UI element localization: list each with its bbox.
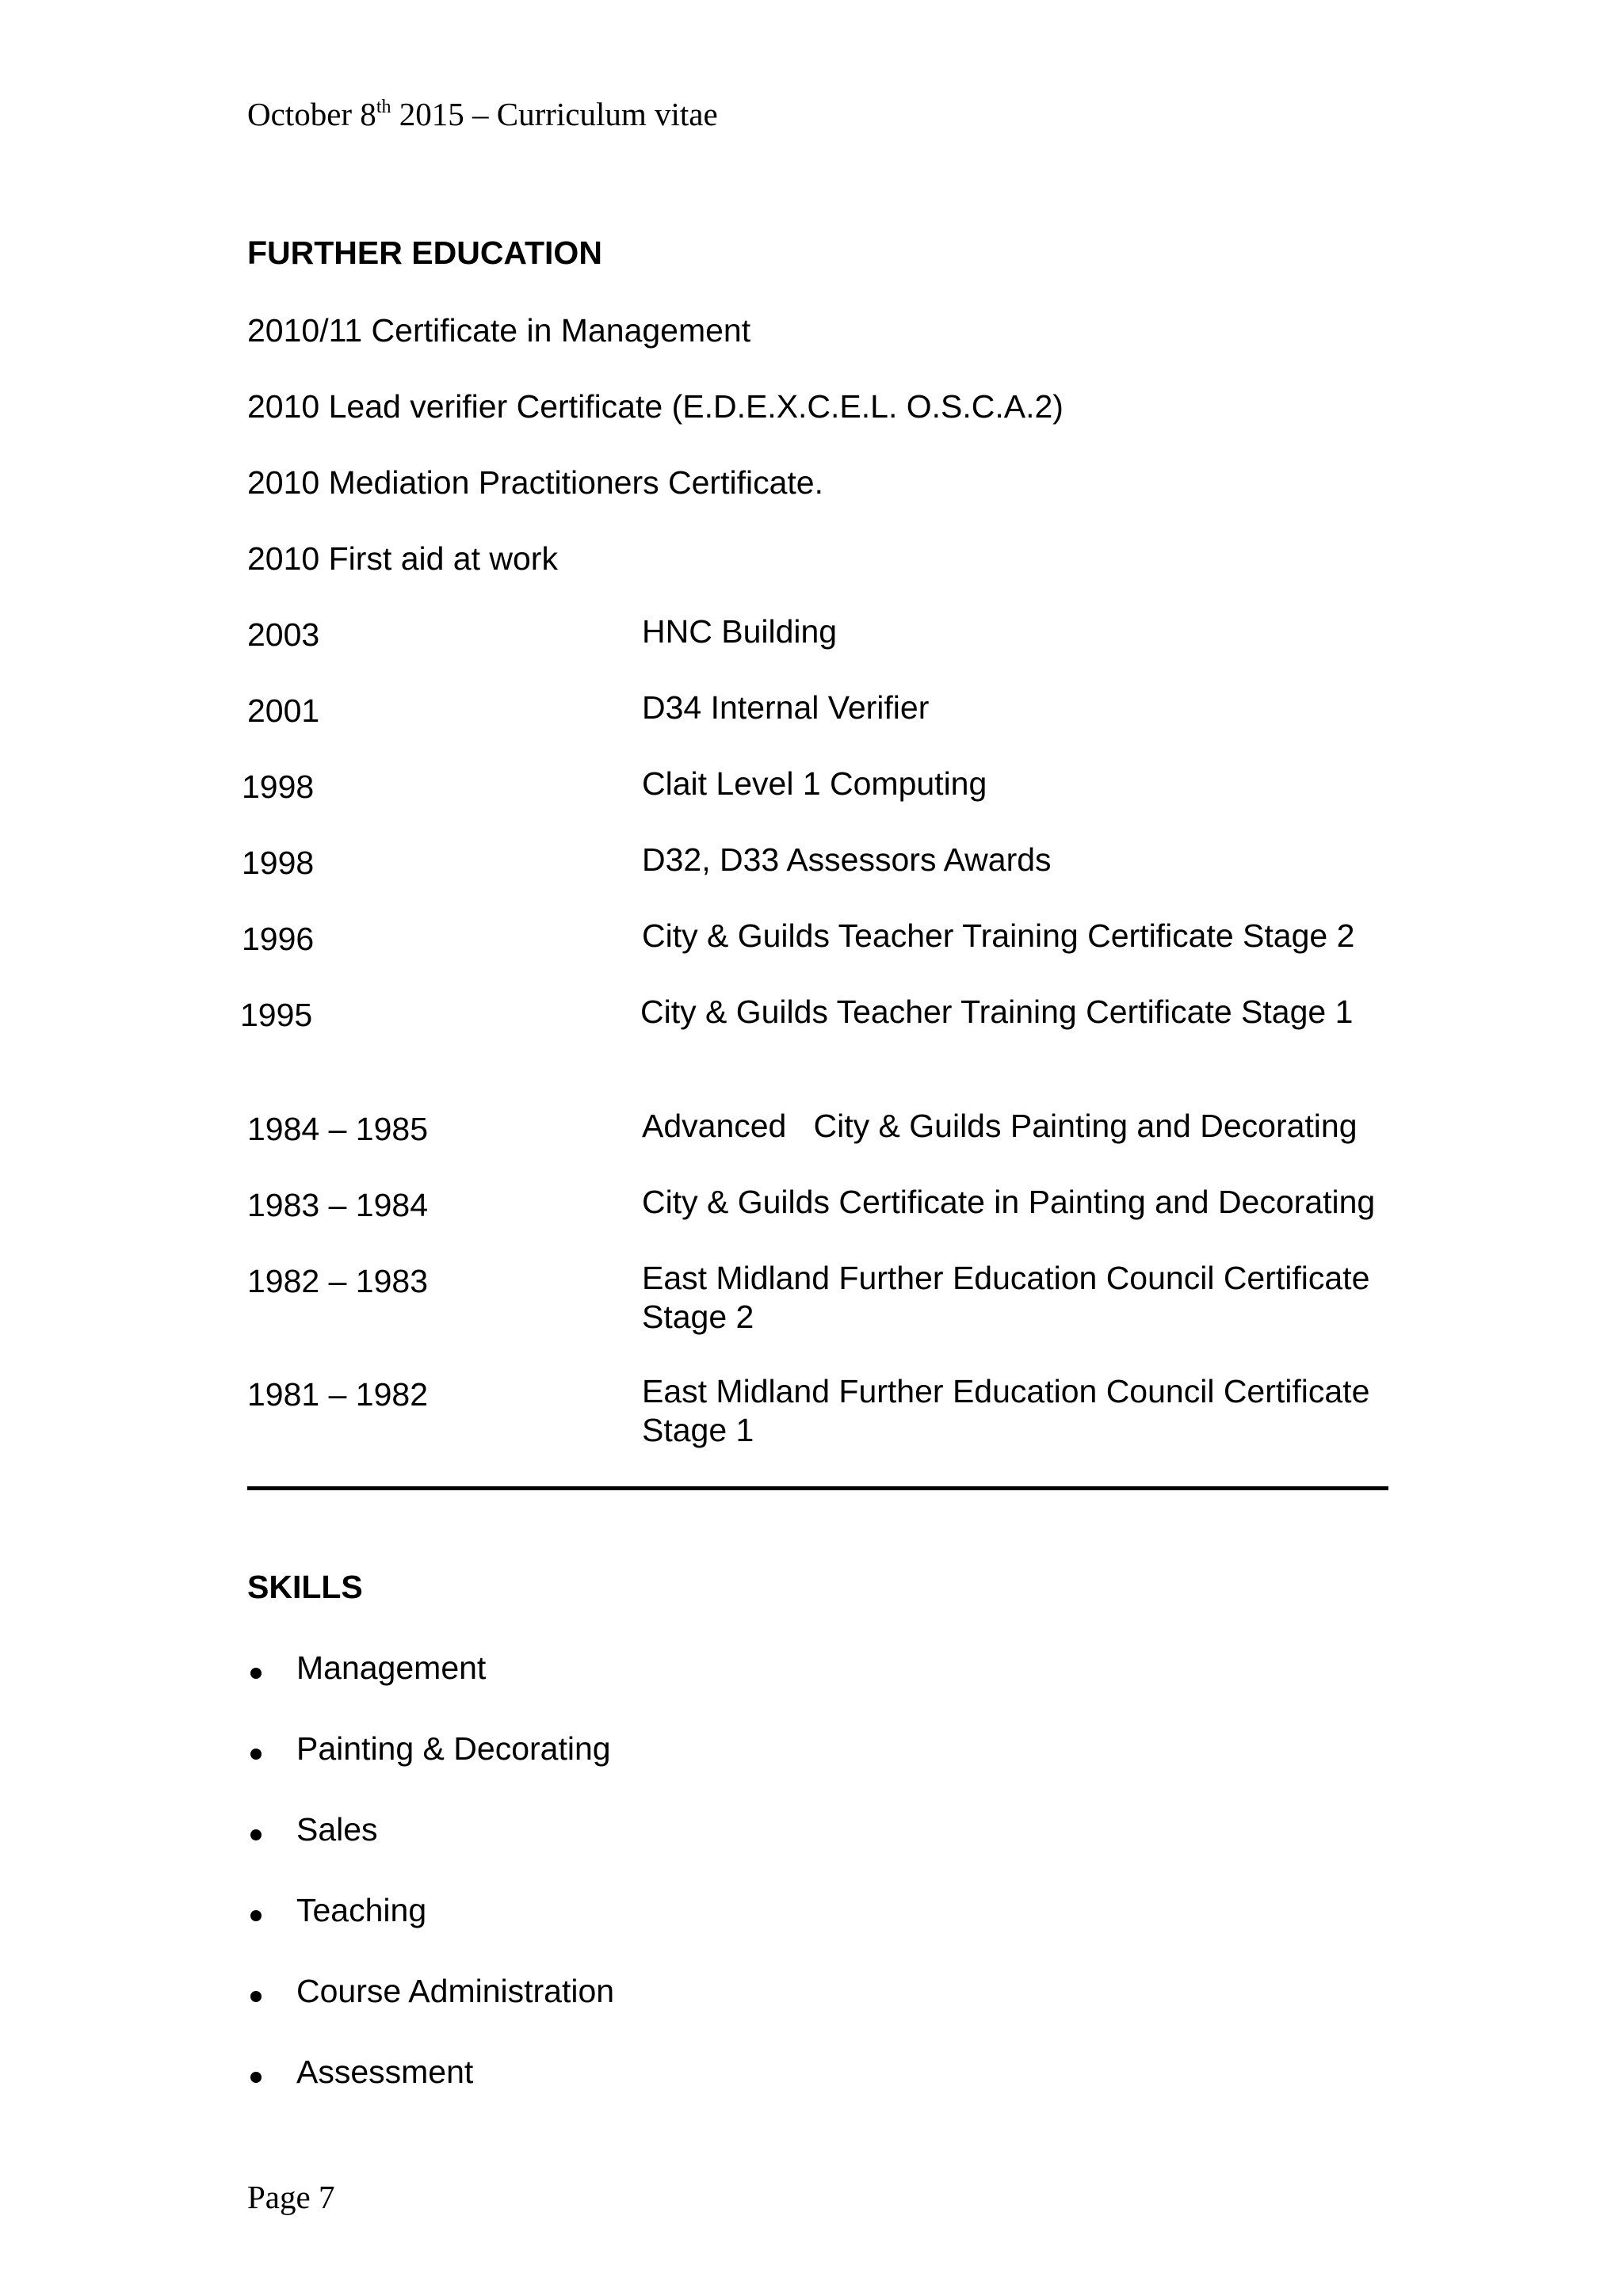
skill-item: Assessment (296, 2054, 474, 2090)
education-year: 1995 (240, 997, 313, 1033)
header-date: October 8 (247, 96, 376, 132)
education-year: 1996 (242, 921, 315, 957)
education-year: 1984 – 1985 (247, 1111, 429, 1147)
bullet-icon (250, 1749, 262, 1760)
skill-item: Teaching (296, 1892, 427, 1928)
section-divider (247, 1486, 1388, 1490)
education-qualification: D32, D33 Assessors Awards (642, 841, 1052, 878)
education-qualification: City & Guilds Teacher Training Certificate Stage 1 (640, 994, 1354, 1030)
education-qualification: East Midland Further Education Council Certificate (642, 1260, 1370, 1296)
further-education-heading: FURTHER EDUCATION (247, 235, 602, 271)
skill-item: Course Administration (296, 1973, 615, 2009)
education-qualification-continued: Stage 1 (642, 1412, 754, 1448)
education-year: 1981 – 1982 (247, 1376, 429, 1413)
education-year: 2001 (247, 692, 320, 729)
bullet-icon (250, 2072, 262, 2083)
education-year: 1983 – 1984 (247, 1187, 429, 1223)
education-qualification: D34 Internal Verifier (642, 689, 930, 726)
education-qualification-continued: Stage 2 (642, 1299, 754, 1335)
education-qualification: City & Guilds Certificate in Painting and Decorating (642, 1184, 1376, 1220)
education-qualification: Advanced City & Guilds Painting and Decorating (642, 1108, 1358, 1144)
skills-heading: SKILLS (247, 1569, 363, 1605)
education-line: 2010 Lead verifier Certificate (E.D.E.X.C.E.L. O.S.C.A.2) (247, 388, 1064, 425)
page-number: Page 7 (247, 2179, 335, 2215)
education-qualification: HNC Building (642, 613, 838, 650)
bullet-icon (250, 1668, 262, 1679)
bullet-icon (250, 1829, 262, 1840)
education-year: 1982 – 1983 (247, 1263, 429, 1299)
skill-item: Management (296, 1650, 487, 1686)
header-title: 2015 – Curriculum vitae (391, 96, 718, 132)
header-date-suffix: th (376, 97, 391, 117)
bullet-icon (250, 1991, 262, 2002)
skill-item: Sales (296, 1811, 378, 1848)
education-qualification: City & Guilds Teacher Training Certificate Stage 2 (642, 917, 1355, 954)
education-qualification: Clait Level 1 Computing (642, 765, 987, 802)
bullet-icon (250, 1910, 262, 1921)
education-qualification: East Midland Further Education Council Certificate (642, 1373, 1370, 1409)
education-line: 2010 Mediation Practitioners Certificate. (247, 464, 823, 501)
skill-item: Painting & Decorating (296, 1730, 611, 1767)
page-header (247, 95, 718, 133)
education-year: 1998 (242, 769, 315, 805)
education-line: 2010/11 Certificate in Management (247, 312, 751, 349)
education-year: 2003 (247, 616, 320, 653)
education-line: 2010 First aid at work (247, 540, 558, 577)
education-year: 1998 (242, 845, 315, 881)
